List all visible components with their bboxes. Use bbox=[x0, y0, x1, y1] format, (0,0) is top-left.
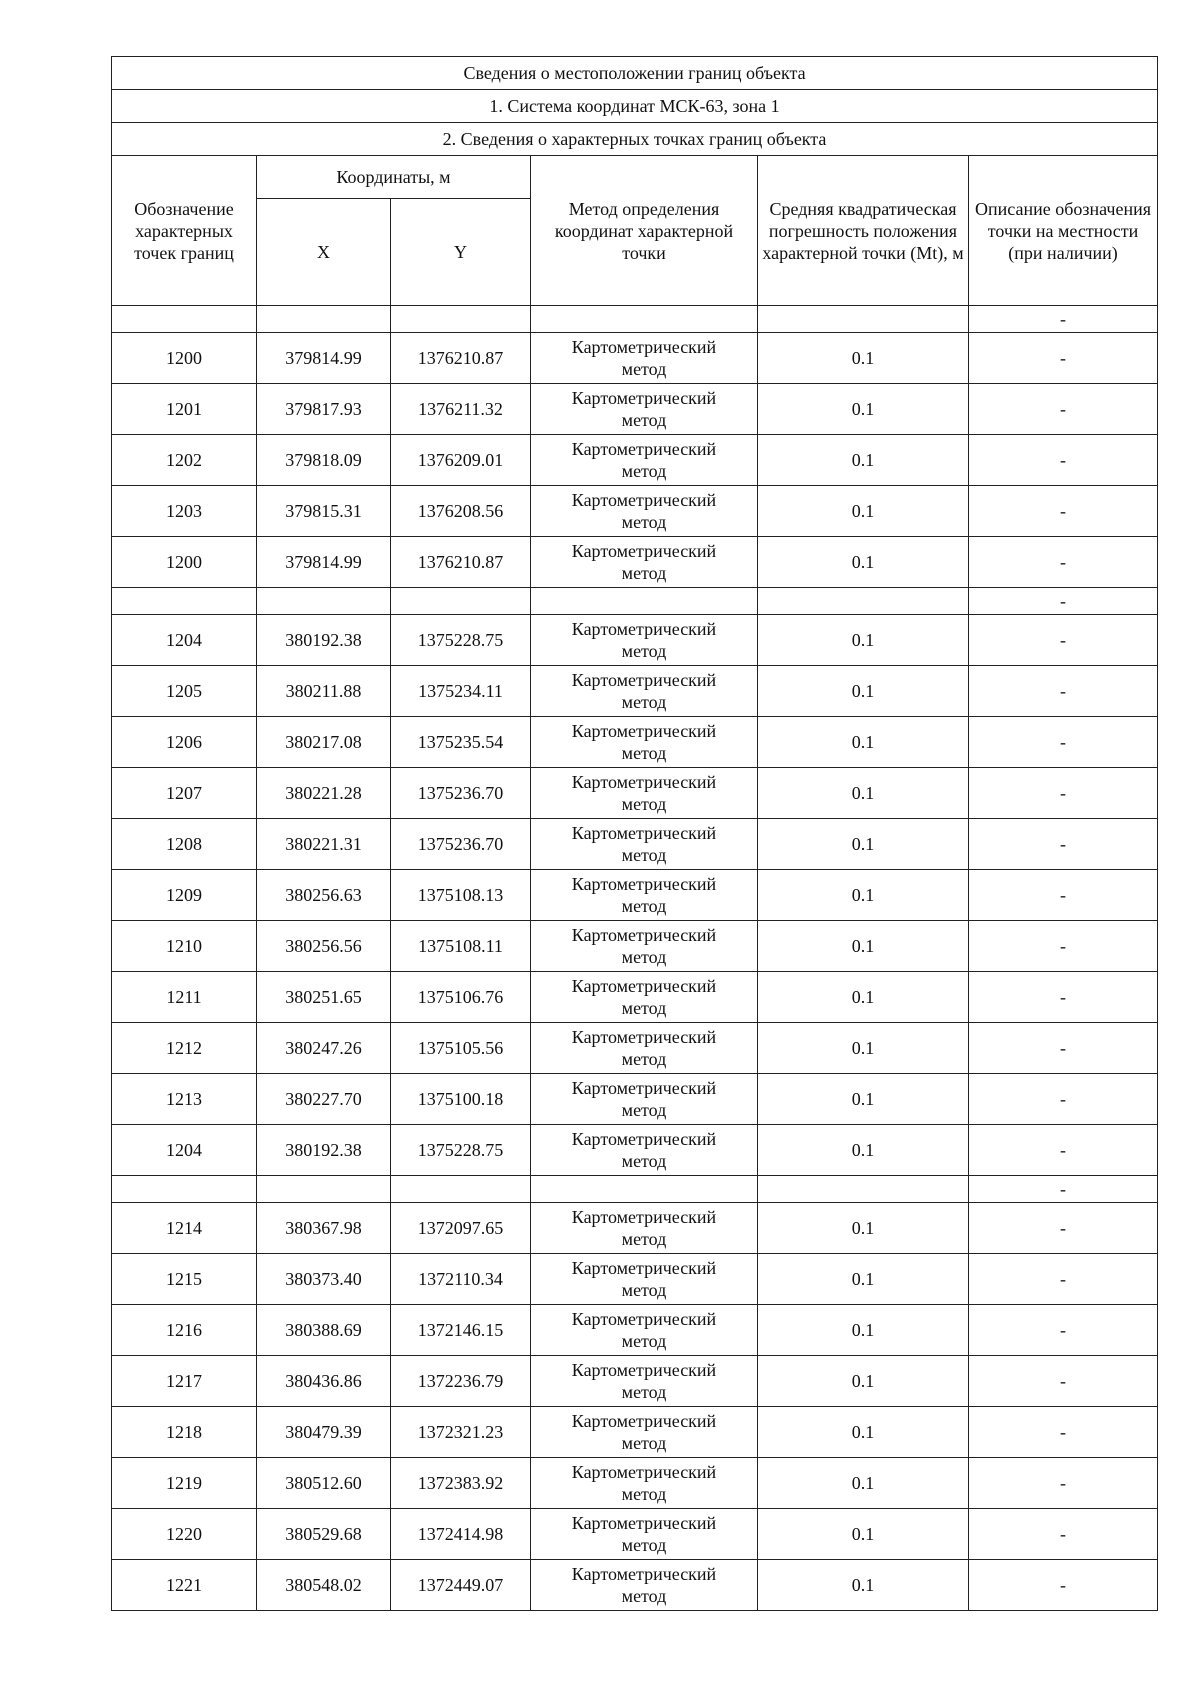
cell-method bbox=[531, 615, 758, 666]
table-row bbox=[112, 333, 1158, 384]
cell-description: - bbox=[969, 1023, 1158, 1074]
method-line-1: Картометрический bbox=[571, 337, 717, 357]
cell-error: 0.1 bbox=[758, 972, 969, 1023]
cell-method bbox=[531, 717, 758, 768]
method-line-1: Картометрический bbox=[571, 874, 717, 894]
cell-method bbox=[531, 1560, 758, 1611]
cell-error: 0.1 bbox=[758, 1125, 969, 1176]
cell-x: 380479.39 bbox=[257, 1407, 391, 1458]
cell-x: 380256.56 bbox=[257, 921, 391, 972]
method-line-1: Картометрический bbox=[571, 1129, 717, 1149]
cell-error: 0.1 bbox=[758, 1356, 969, 1407]
table-row bbox=[112, 1458, 1158, 1509]
cell-method bbox=[531, 1509, 758, 1560]
cell-x: 380373.40 bbox=[257, 1254, 391, 1305]
cell-description: - bbox=[969, 615, 1158, 666]
table-row bbox=[112, 1023, 1158, 1074]
cell-point-id: 1219 bbox=[112, 1458, 257, 1509]
header-description: Описание обозначения точки на местности (при наличии) bbox=[969, 156, 1158, 306]
table-row bbox=[112, 717, 1158, 768]
empty-cell bbox=[531, 588, 758, 615]
cell-x: 380251.65 bbox=[257, 972, 391, 1023]
header-method: Метод определения координат характерной точки bbox=[531, 156, 758, 306]
cell-x: 380529.68 bbox=[257, 1509, 391, 1560]
cell-x: 379817.93 bbox=[257, 384, 391, 435]
cell-description: - bbox=[969, 537, 1158, 588]
cell-description: - bbox=[969, 1203, 1158, 1254]
cell-point-id: 1209 bbox=[112, 870, 257, 921]
cell-x: 380221.31 bbox=[257, 819, 391, 870]
table-row bbox=[112, 768, 1158, 819]
cell-y: 1372236.79 bbox=[391, 1356, 531, 1407]
method-line-1: Картометрический bbox=[571, 1309, 717, 1329]
method-line-2: метод bbox=[621, 1100, 667, 1120]
cell-description: - bbox=[969, 819, 1158, 870]
method-line-1: Картометрический bbox=[571, 976, 717, 996]
method-line-1: Картометрический bbox=[571, 490, 717, 510]
cell-y: 1376210.87 bbox=[391, 537, 531, 588]
method-line-1: Картометрический bbox=[571, 1360, 717, 1380]
method-line-2: метод bbox=[621, 410, 667, 430]
method-line-1: Картометрический bbox=[571, 1027, 717, 1047]
method-line-2: метод bbox=[621, 1151, 667, 1171]
cell-y: 1375228.75 bbox=[391, 1125, 531, 1176]
cell-error: 0.1 bbox=[758, 615, 969, 666]
table-row bbox=[112, 870, 1158, 921]
table-row bbox=[112, 921, 1158, 972]
cell-description: - bbox=[969, 1074, 1158, 1125]
empty-cell bbox=[531, 1176, 758, 1203]
table-row bbox=[112, 819, 1158, 870]
cell-description: - bbox=[969, 306, 1158, 333]
cell-method bbox=[531, 819, 758, 870]
cell-error: 0.1 bbox=[758, 1509, 969, 1560]
cell-y: 1375108.13 bbox=[391, 870, 531, 921]
cell-error: 0.1 bbox=[758, 870, 969, 921]
cell-x: 380436.86 bbox=[257, 1356, 391, 1407]
cell-method bbox=[531, 1203, 758, 1254]
cell-method bbox=[531, 1356, 758, 1407]
method-line-2: метод bbox=[621, 998, 667, 1018]
cell-method bbox=[531, 666, 758, 717]
coordinate-system: 1. Система координат МСК-63, зона 1 bbox=[112, 90, 1158, 123]
cell-y: 1375100.18 bbox=[391, 1074, 531, 1125]
cell-x: 379818.09 bbox=[257, 435, 391, 486]
cell-y: 1372146.15 bbox=[391, 1305, 531, 1356]
method-line-1: Картометрический bbox=[571, 670, 717, 690]
cell-error: 0.1 bbox=[758, 666, 969, 717]
cell-y: 1372383.92 bbox=[391, 1458, 531, 1509]
empty-cell bbox=[391, 306, 531, 333]
cell-error: 0.1 bbox=[758, 921, 969, 972]
cell-description: - bbox=[969, 870, 1158, 921]
cell-method bbox=[531, 537, 758, 588]
method-line-1: Картометрический bbox=[571, 1564, 717, 1584]
method-line-1: Картометрический bbox=[571, 439, 717, 459]
cell-y: 1375228.75 bbox=[391, 615, 531, 666]
document-page bbox=[111, 56, 1157, 1611]
cell-point-id: 1207 bbox=[112, 768, 257, 819]
cell-method bbox=[531, 1458, 758, 1509]
table-row bbox=[112, 666, 1158, 717]
cell-x: 380227.70 bbox=[257, 1074, 391, 1125]
method-line-2: метод bbox=[621, 896, 667, 916]
method-line-2: метод bbox=[621, 1280, 667, 1300]
method-line-1: Картометрический bbox=[571, 619, 717, 639]
table-row bbox=[112, 1560, 1158, 1611]
cell-description: - bbox=[969, 1509, 1158, 1560]
method-line-2: метод bbox=[621, 641, 667, 661]
cell-point-id: 1213 bbox=[112, 1074, 257, 1125]
empty-cell bbox=[758, 1176, 969, 1203]
cell-point-id: 1200 bbox=[112, 537, 257, 588]
cell-error: 0.1 bbox=[758, 1305, 969, 1356]
method-line-2: метод bbox=[621, 1535, 667, 1555]
cell-x: 379814.99 bbox=[257, 333, 391, 384]
cell-y: 1372414.98 bbox=[391, 1509, 531, 1560]
empty-cell bbox=[531, 306, 758, 333]
cell-error: 0.1 bbox=[758, 333, 969, 384]
cell-description: - bbox=[969, 1305, 1158, 1356]
method-line-1: Картометрический bbox=[571, 388, 717, 408]
cell-description: - bbox=[969, 1125, 1158, 1176]
cell-x: 380256.63 bbox=[257, 870, 391, 921]
method-line-2: метод bbox=[621, 1382, 667, 1402]
cell-x: 380211.88 bbox=[257, 666, 391, 717]
empty-cell bbox=[112, 588, 257, 615]
cell-description: - bbox=[969, 333, 1158, 384]
table-row bbox=[112, 1356, 1158, 1407]
cell-description: - bbox=[969, 1560, 1158, 1611]
cell-description: - bbox=[969, 1356, 1158, 1407]
cell-error: 0.1 bbox=[758, 1074, 969, 1125]
cell-error: 0.1 bbox=[758, 717, 969, 768]
cell-x: 380548.02 bbox=[257, 1560, 391, 1611]
method-line-2: метод bbox=[621, 1484, 667, 1504]
cell-point-id: 1202 bbox=[112, 435, 257, 486]
cell-x: 379814.99 bbox=[257, 537, 391, 588]
table-row bbox=[112, 972, 1158, 1023]
cell-x: 380367.98 bbox=[257, 1203, 391, 1254]
cell-y: 1375108.11 bbox=[391, 921, 531, 972]
cell-y: 1376211.32 bbox=[391, 384, 531, 435]
header-y: Y bbox=[391, 199, 531, 306]
cell-point-id: 1211 bbox=[112, 972, 257, 1023]
empty-cell bbox=[391, 588, 531, 615]
cell-point-id: 1212 bbox=[112, 1023, 257, 1074]
cell-method bbox=[531, 972, 758, 1023]
cell-y: 1375105.56 bbox=[391, 1023, 531, 1074]
table-row bbox=[112, 1074, 1158, 1125]
cell-x: 380192.38 bbox=[257, 1125, 391, 1176]
cell-description: - bbox=[969, 588, 1158, 615]
table-row bbox=[112, 435, 1158, 486]
cell-method bbox=[531, 1023, 758, 1074]
table-row bbox=[112, 1203, 1158, 1254]
boundary-points-table bbox=[111, 56, 1158, 1611]
method-line-2: метод bbox=[621, 1586, 667, 1606]
cell-description: - bbox=[969, 972, 1158, 1023]
cell-method bbox=[531, 384, 758, 435]
cell-point-id: 1217 bbox=[112, 1356, 257, 1407]
method-line-1: Картометрический bbox=[571, 823, 717, 843]
cell-error: 0.1 bbox=[758, 486, 969, 537]
separator-row bbox=[112, 1176, 1158, 1203]
cell-point-id: 1204 bbox=[112, 615, 257, 666]
method-line-1: Картометрический bbox=[571, 1078, 717, 1098]
cell-error: 0.1 bbox=[758, 768, 969, 819]
table-row bbox=[112, 384, 1158, 435]
method-line-2: метод bbox=[621, 512, 667, 532]
method-line-1: Картометрический bbox=[571, 721, 717, 741]
empty-cell bbox=[758, 588, 969, 615]
table-row bbox=[112, 1305, 1158, 1356]
method-line-2: метод bbox=[621, 1049, 667, 1069]
cell-y: 1372097.65 bbox=[391, 1203, 531, 1254]
cell-point-id: 1203 bbox=[112, 486, 257, 537]
cell-point-id: 1216 bbox=[112, 1305, 257, 1356]
cell-y: 1375235.54 bbox=[391, 717, 531, 768]
method-line-2: метод bbox=[621, 359, 667, 379]
method-line-1: Картометрический bbox=[571, 1207, 717, 1227]
table-row bbox=[112, 1509, 1158, 1560]
cell-method bbox=[531, 1254, 758, 1305]
empty-cell bbox=[112, 306, 257, 333]
cell-method bbox=[531, 921, 758, 972]
separator-row bbox=[112, 588, 1158, 615]
cell-error: 0.1 bbox=[758, 1407, 969, 1458]
empty-cell bbox=[257, 1176, 391, 1203]
method-line-1: Картометрический bbox=[571, 1411, 717, 1431]
cell-description: - bbox=[969, 717, 1158, 768]
cell-point-id: 1220 bbox=[112, 1509, 257, 1560]
cell-y: 1375236.70 bbox=[391, 768, 531, 819]
cell-method bbox=[531, 870, 758, 921]
document-title: Сведения о местоположении границ объекта bbox=[112, 57, 1158, 90]
cell-y: 1376209.01 bbox=[391, 435, 531, 486]
cell-y: 1375106.76 bbox=[391, 972, 531, 1023]
method-line-2: метод bbox=[621, 461, 667, 481]
separator-row bbox=[112, 306, 1158, 333]
cell-error: 0.1 bbox=[758, 537, 969, 588]
cell-x: 380217.08 bbox=[257, 717, 391, 768]
cell-y: 1376210.87 bbox=[391, 333, 531, 384]
table-row bbox=[112, 615, 1158, 666]
cell-point-id: 1206 bbox=[112, 717, 257, 768]
empty-cell bbox=[758, 306, 969, 333]
cell-error: 0.1 bbox=[758, 435, 969, 486]
cell-error: 0.1 bbox=[758, 1560, 969, 1611]
cell-method bbox=[531, 486, 758, 537]
cell-y: 1372321.23 bbox=[391, 1407, 531, 1458]
cell-y: 1375236.70 bbox=[391, 819, 531, 870]
cell-error: 0.1 bbox=[758, 384, 969, 435]
empty-cell bbox=[391, 1176, 531, 1203]
empty-cell bbox=[112, 1176, 257, 1203]
method-line-1: Картометрический bbox=[571, 925, 717, 945]
cell-method bbox=[531, 333, 758, 384]
cell-error: 0.1 bbox=[758, 1023, 969, 1074]
header-error: Средняя квадратическая погрешность положения характерной точки (Mt), м bbox=[758, 156, 969, 306]
cell-method bbox=[531, 1305, 758, 1356]
cell-x: 379815.31 bbox=[257, 486, 391, 537]
cell-point-id: 1214 bbox=[112, 1203, 257, 1254]
cell-x: 380221.28 bbox=[257, 768, 391, 819]
cell-y: 1375234.11 bbox=[391, 666, 531, 717]
method-line-1: Картометрический bbox=[571, 541, 717, 561]
cell-x: 380388.69 bbox=[257, 1305, 391, 1356]
cell-description: - bbox=[969, 921, 1158, 972]
table-body bbox=[112, 306, 1158, 1611]
cell-description: - bbox=[969, 486, 1158, 537]
cell-method bbox=[531, 435, 758, 486]
header-x: X bbox=[257, 199, 391, 306]
method-line-1: Картометрический bbox=[571, 1462, 717, 1482]
empty-cell bbox=[257, 588, 391, 615]
method-line-2: метод bbox=[621, 1229, 667, 1249]
cell-x: 380247.26 bbox=[257, 1023, 391, 1074]
method-line-2: метод bbox=[621, 743, 667, 763]
cell-description: - bbox=[969, 1458, 1158, 1509]
cell-error: 0.1 bbox=[758, 819, 969, 870]
section-title: 2. Сведения о характерных точках границ объекта bbox=[112, 123, 1158, 156]
cell-y: 1376208.56 bbox=[391, 486, 531, 537]
cell-description: - bbox=[969, 384, 1158, 435]
method-line-1: Картометрический bbox=[571, 772, 717, 792]
method-line-2: метод bbox=[621, 563, 667, 583]
method-line-2: метод bbox=[621, 1433, 667, 1453]
cell-y: 1372110.34 bbox=[391, 1254, 531, 1305]
cell-y: 1372449.07 bbox=[391, 1560, 531, 1611]
table-row bbox=[112, 537, 1158, 588]
cell-method bbox=[531, 1407, 758, 1458]
cell-method bbox=[531, 768, 758, 819]
cell-x: 380512.60 bbox=[257, 1458, 391, 1509]
cell-error: 0.1 bbox=[758, 1203, 969, 1254]
method-line-2: метод bbox=[621, 794, 667, 814]
cell-method bbox=[531, 1125, 758, 1176]
table-row bbox=[112, 486, 1158, 537]
header-coordinates: Координаты, м bbox=[257, 156, 531, 199]
cell-point-id: 1218 bbox=[112, 1407, 257, 1458]
method-line-2: метод bbox=[621, 845, 667, 865]
table-row bbox=[112, 1254, 1158, 1305]
cell-point-id: 1221 bbox=[112, 1560, 257, 1611]
cell-point-id: 1210 bbox=[112, 921, 257, 972]
cell-description: - bbox=[969, 1254, 1158, 1305]
cell-x: 380192.38 bbox=[257, 615, 391, 666]
header-designation: Обозначение характерных точек границ bbox=[112, 156, 257, 306]
cell-description: - bbox=[969, 768, 1158, 819]
cell-error: 0.1 bbox=[758, 1254, 969, 1305]
cell-description: - bbox=[969, 666, 1158, 717]
method-line-1: Картометрический bbox=[571, 1258, 717, 1278]
cell-point-id: 1200 bbox=[112, 333, 257, 384]
cell-method bbox=[531, 1074, 758, 1125]
method-line-2: метод bbox=[621, 947, 667, 967]
method-line-1: Картометрический bbox=[571, 1513, 717, 1533]
table-row bbox=[112, 1407, 1158, 1458]
cell-point-id: 1208 bbox=[112, 819, 257, 870]
empty-cell bbox=[257, 306, 391, 333]
cell-point-id: 1201 bbox=[112, 384, 257, 435]
method-line-2: метод bbox=[621, 692, 667, 712]
method-line-2: метод bbox=[621, 1331, 667, 1351]
table-row bbox=[112, 1125, 1158, 1176]
cell-point-id: 1215 bbox=[112, 1254, 257, 1305]
cell-point-id: 1205 bbox=[112, 666, 257, 717]
cell-description: - bbox=[969, 1407, 1158, 1458]
cell-description: - bbox=[969, 1176, 1158, 1203]
cell-point-id: 1204 bbox=[112, 1125, 257, 1176]
cell-error: 0.1 bbox=[758, 1458, 969, 1509]
cell-description: - bbox=[969, 435, 1158, 486]
